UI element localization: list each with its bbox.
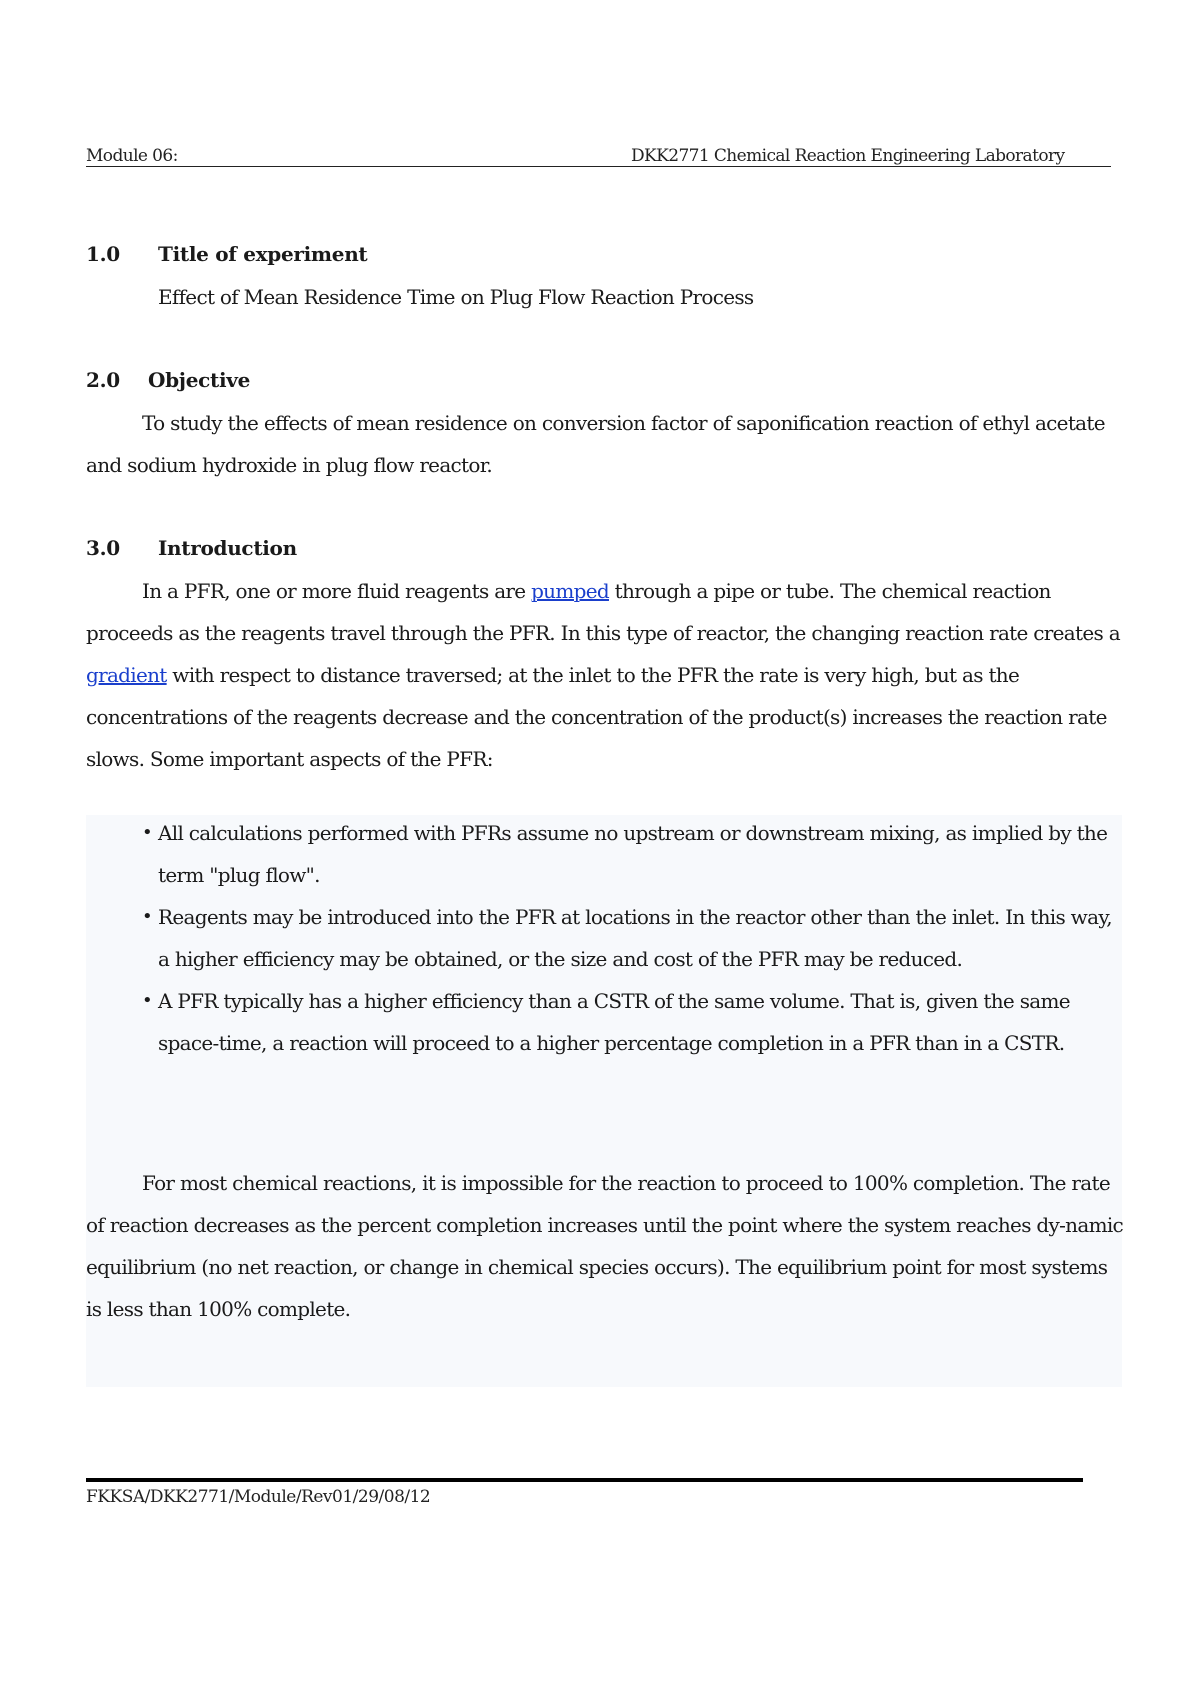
bullet-icon: • [142,990,152,1011]
section-number: 1.0 [86,242,120,266]
intro-text: with respect to distance traversed; at the inlet to the PFR the rate is very high, but as the concentrations of the reagents decrease and the concentration of the product(s) increases the reaction rate slows. Some important aspects of the PFR: [86,663,1107,771]
course-title: DKK2771 Chemical Reaction Engineering Laboratory [631,146,1065,166]
section-heading-objective [86,366,250,394]
section-heading-introduction [86,534,297,562]
section-heading-text: Title of experiment [158,242,368,266]
page-header [86,146,1111,167]
footer-code: FKKSA/DKK2771/Module/Rev01/29/08/12 [86,1487,431,1507]
section-number: 2.0 [86,368,120,392]
footer-divider [86,1478,1083,1482]
introduction-paragraph [86,570,1126,780]
bullet-icon: • [142,822,152,843]
objective-paragraph: To study the effects of mean residence on conversion factor of saponification reaction of ethyl acetate and sodium hydroxide in plug flow reactor. [86,411,1105,477]
list-item-text: Reagents may be introduced into the PFR at locations in the reactor other than the inlet. In this way, a higher efficiency may be obtained, or the size and cost of the PFR may be reduced. [158,905,1112,971]
section-heading-text: Introduction [158,536,297,560]
list-item [86,980,1116,1064]
intro-text: through a pipe or tube. The chemical reaction proceeds as the reagents travel through the PFR. In this type of reactor, the changing reaction rate creates a [86,579,1120,645]
list-item [86,812,1116,896]
section-heading-text: Objective [148,368,251,392]
link-gradient[interactable]: gradient [86,663,167,687]
equilibrium-paragraph: For most chemical reactions, it is impossible for the reaction to proceed to 100% completion. The rate of reaction decreases as the percent completion increases until the point where the system reaches dy-namic equilibrium (no net reaction, or change in chemical species occurs). The equilibrium point for most systems is less than 100% complete. [86,1171,1124,1321]
list-item-text: All calculations performed with PFRs assume no upstream or downstream mixing, as implied by the term "plug flow". [158,821,1108,887]
experiment-title: Effect of Mean Residence Time on Plug Flow Reaction Process [158,285,754,309]
section-heading-title [86,240,367,268]
section-number: 3.0 [86,536,120,560]
bullet-icon: • [142,906,152,927]
module-label: Module 06: [86,146,178,166]
list-item [86,896,1116,980]
pfr-aspects-list [86,812,1116,1064]
link-pumped[interactable]: pumped [531,579,609,603]
intro-text: In a PFR, one or more fluid reagents are [142,579,532,603]
list-item-text: A PFR typically has a higher efficiency than a CSTR of the same volume. That is, given the same space-time, a reaction will proceed to a higher percentage completion in a PFR than in a CSTR. [158,989,1070,1055]
